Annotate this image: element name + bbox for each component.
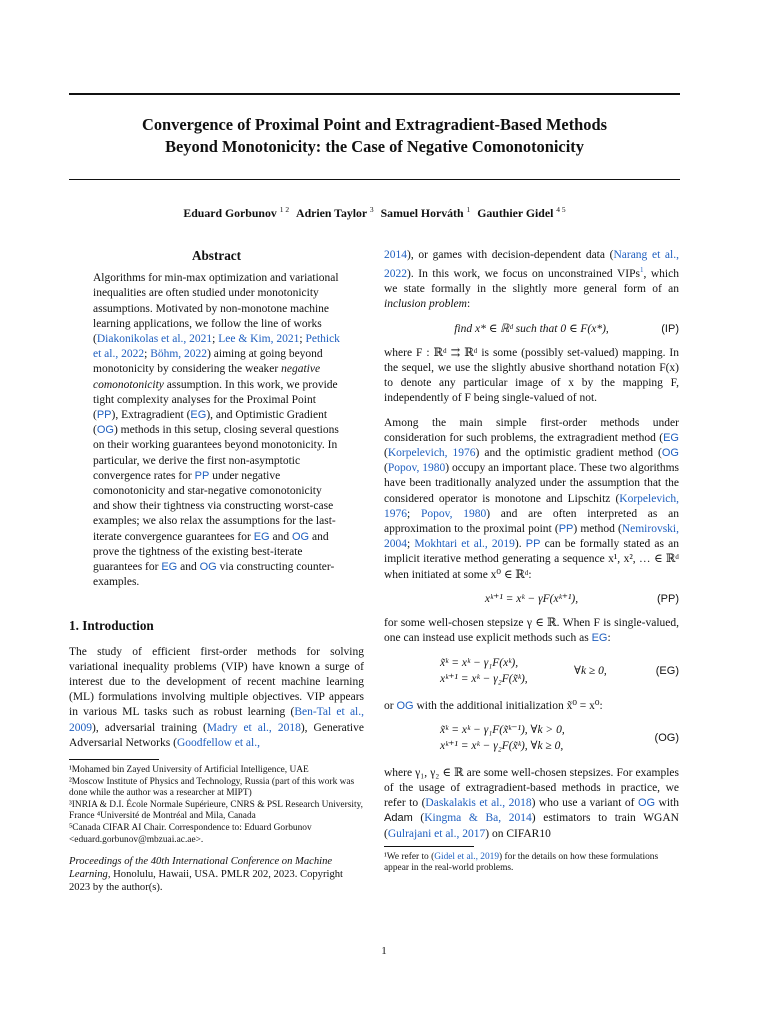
footnote-marker[interactable]: 1	[639, 266, 644, 275]
text: for some well-chosen stepsize γ ∈ ℝ. When F is single-valued, one can instead use explicit methods such as	[384, 617, 679, 645]
paragraph	[384, 699, 679, 714]
paragraph	[384, 766, 679, 842]
citation-link[interactable]: Mokhtari et al., 2019	[414, 538, 515, 551]
section-heading-introduction: 1. Introduction	[69, 618, 154, 634]
text: ), adversarial training (	[92, 721, 207, 734]
author	[477, 206, 565, 220]
author-name: Samuel Horváth	[380, 205, 464, 220]
author	[183, 206, 289, 220]
citation-link[interactable]: Goodfellow et al.,	[176, 736, 260, 749]
equation-eg	[384, 656, 679, 690]
emphasis: inclusion problem	[384, 298, 467, 311]
acronym-link-og[interactable]: OG	[396, 699, 414, 712]
citation-link[interactable]: Lee & Kim, 2021	[218, 333, 300, 346]
right-column	[384, 248, 679, 875]
abstract-text	[93, 271, 340, 590]
equation-body: find x* ∈ ℝᵈ such that 0 ∈ F(x*),	[454, 322, 609, 335]
equation-tag: (OG)	[654, 731, 679, 744]
text: ) aiming at going beyond monotonicity by considering the weaker	[93, 348, 323, 376]
equation-body	[384, 656, 679, 688]
acronym-link-pp[interactable]: PP	[525, 538, 541, 551]
equation-condition: ∀k ≥ 0,	[574, 664, 607, 677]
text: ), or games with decision-dependent data (	[407, 249, 614, 261]
text: ).	[514, 538, 526, 551]
text: ) and the optimistic gradient method (	[475, 447, 662, 460]
author	[381, 206, 471, 220]
acronym-link-og[interactable]: OG	[291, 530, 310, 543]
citation-link[interactable]: Korpelevich, 1976	[387, 447, 476, 460]
text: ;	[212, 333, 219, 346]
proceedings-details: , Honolulu, Hawaii, USA. PMLR 202, 2023. Copyright 2023 by the author(s).	[69, 869, 343, 894]
emphasis: negative comonotonicity	[93, 363, 321, 391]
citation-link[interactable]: Ben-Tal et al., 2009	[69, 706, 364, 734]
citation-link[interactable]: Popov, 1980	[420, 507, 487, 520]
equation-body	[384, 723, 679, 755]
abstract-heading: Abstract	[191, 248, 242, 263]
text: ), and Optimistic Gradient (	[93, 409, 328, 437]
footnote	[384, 852, 679, 875]
text: assumption. In this work, we provide tight complexity analyses for the Proximal Point (	[93, 378, 338, 422]
text: ) on CIFAR10	[485, 827, 551, 840]
optimizer-name: Adam	[384, 812, 413, 825]
equation-tag: (EG)	[655, 664, 679, 677]
acronym-link-og[interactable]: OG	[637, 797, 656, 810]
text: under negative comonotonicity and star-negative comonotonicity and show their tightness via constructing worst-case examples; we also relax the assumptions for the last-iterate convergence guarantees for	[93, 469, 336, 543]
author-name: Eduard Gorbunov	[183, 205, 277, 220]
equation-tag: (IP)	[661, 322, 679, 335]
text: :	[466, 298, 471, 311]
text: :	[607, 632, 611, 645]
footnote-separator	[384, 846, 474, 847]
acronym-link-og[interactable]: OG	[661, 447, 679, 460]
left-column	[69, 244, 364, 894]
paragraph	[384, 416, 679, 583]
paragraph	[384, 248, 679, 313]
acronym-link-eg[interactable]: EG	[591, 632, 608, 645]
text: , which we state formally in the slightly more general form of an	[384, 268, 679, 296]
text: The study of efficient first-order methods for solving variational inequality problems (VIP) have known a surge of interest due to the development of recent machine learning (ML) formulations involving multiple objectives. VIP appears in various ML tasks such as robust learning (	[69, 645, 364, 719]
text: and prove the tightness of the existing best-iterate guarantees for	[93, 530, 329, 574]
title-bottom-rule	[69, 179, 680, 180]
text: or	[384, 699, 397, 712]
acronym-link-eg[interactable]: EG	[161, 561, 178, 574]
page-number: 1	[381, 945, 387, 957]
text: and	[177, 561, 200, 574]
footnote: ¹Mohamed bin Zayed University of Artificial Intelligence, UAE	[69, 765, 309, 776]
text: can be formally stated as an implicit iterative method generating a sequence x¹, x², … ∈ ℝᵈ when initiated at some x⁰ ∈ ℝᵈ:	[384, 538, 679, 581]
text: ) who use a variant of	[531, 797, 638, 810]
text: ;	[299, 333, 306, 346]
text: (	[384, 462, 388, 475]
text: Among the main simple first-order methods under consideration for such problems, the extragradient method (	[384, 416, 679, 444]
text: with the additional initialization x̃⁰ = x⁰:	[413, 699, 603, 712]
text: ) for the details on how these formulations appear in the real-world problems.	[384, 851, 659, 874]
acronym-link-og[interactable]: OG	[199, 561, 217, 574]
footnote: ²Moscow Institute of Physics and Technology, Russia (part of this work was done while the author was a researcher at MIPT)	[69, 776, 355, 799]
acronym-link-pp[interactable]: PP	[558, 523, 574, 536]
proceedings-venue: Proceedings of the 40th International Conference on Machine Learning	[69, 856, 333, 881]
author-affiliation: 3	[369, 205, 374, 214]
text: ), Extragradient (	[111, 409, 191, 422]
paper-title	[69, 114, 680, 158]
text: ) occupy an important place. These two algorithms have been traditionally analyzed under the assumption that the considered operator is monotone and Lipschitz (	[384, 462, 679, 505]
citation-link[interactable]: Korpelevich, 1976	[384, 492, 679, 520]
author-affiliation: 1	[466, 205, 471, 214]
footnote: ³INRIA & D.I. École Normale Supérieure, CNRS & PSL Research University, France ⁴Université de Montréal and Mila, Canada	[69, 799, 363, 822]
equation-line: xᵏ⁺¹ = xᵏ − γ₂F(x̃ᵏ), ∀k ≥ 0,	[440, 739, 564, 752]
acronym-link-eg[interactable]: EG	[190, 409, 207, 422]
paragraph	[384, 616, 679, 646]
acronym-link-pp[interactable]: PP	[96, 409, 112, 422]
text: (	[384, 447, 388, 460]
text: via constructing counter-examples.	[93, 561, 335, 589]
citation-link[interactable]: 2014	[384, 249, 407, 261]
title-line-2: Beyond Monotonicity: the Case of Negative Comonotonicity	[165, 137, 584, 156]
intro-paragraph	[69, 645, 364, 751]
equation-ip	[384, 322, 679, 337]
author-list	[69, 205, 680, 221]
text: Algorithms for min-max optimization and variational inequalities are often studied under monotonicity assumptions. Motivated by non-monotone machine learning applications, we follow the line of works (	[93, 272, 339, 346]
text: ), Generative Adversarial Networks (	[69, 721, 364, 749]
acronym-link-eg[interactable]: EG	[663, 431, 679, 444]
author	[296, 206, 374, 220]
proceedings-note	[69, 855, 364, 894]
affiliation-footnotes	[69, 765, 364, 846]
citation-link[interactable]: Nemirovski, 2004	[384, 523, 679, 551]
title-line-1: Convergence of Proximal Point and Extragradient-Based Methods	[142, 115, 607, 134]
citation-link[interactable]: Böhm, 2022	[150, 348, 208, 361]
citation-link[interactable]: Narang et al., 2022	[384, 249, 679, 281]
equation-tag: (PP)	[657, 592, 679, 605]
acronym-link-pp[interactable]: PP	[194, 469, 210, 482]
text: (	[412, 812, 425, 825]
paragraph: where F : ℝᵈ ⇉ ℝᵈ is some (possibly set-valued) mapping. In the sequel, we use the slightly abusive shorthand notation F(x) to denote any particular image of x by the mapping F, independently of F being single-valued of not.	[384, 346, 679, 405]
text: ;	[144, 348, 151, 361]
author-name: Gauthier Gidel	[477, 205, 554, 220]
text: ¹We refer to (	[384, 851, 435, 862]
equation-body: xᵏ⁺¹ = xᵏ − γF(xᵏ⁺¹),	[484, 592, 579, 605]
footnote-separator	[69, 759, 159, 760]
text: ) method (	[573, 523, 622, 536]
title-top-rule	[69, 93, 680, 95]
text: where γ₁, γ₂ ∈ ℝ are some well-chosen stepsizes. For examples of the usage of extragradient-based methods in practice, we refer to (	[384, 766, 679, 810]
text: ;	[407, 538, 415, 551]
footnote: ⁵Canada CIFAR AI Chair. Correspondence to: Eduard Gorbunov <eduard.gorbunov@mbzuai.ac.ae>.	[69, 823, 312, 845]
citation-link[interactable]: Daskalakis et al., 2018	[425, 797, 532, 810]
equation-pp	[384, 592, 679, 607]
citation-link[interactable]: Gidel et al., 2019	[434, 851, 500, 862]
text: with	[655, 797, 680, 810]
citation-link[interactable]: Popov, 1980	[387, 462, 446, 475]
text: ;	[407, 507, 421, 520]
author-affiliation: 1 2	[279, 205, 290, 214]
text: ) and are often interpreted as an approximation to the proximal point (	[384, 507, 679, 536]
citation-link[interactable]: Gulrajani et al., 2017	[387, 827, 486, 840]
text: and	[269, 530, 292, 543]
acronym-link-og[interactable]: OG	[96, 424, 114, 437]
equation-og	[384, 723, 679, 757]
author-affiliation: 4 5	[556, 205, 566, 214]
citation-link[interactable]: Madry et al., 2018	[206, 721, 301, 734]
citation-link[interactable]: Kingma & Ba, 2014	[424, 812, 532, 825]
acronym-link-eg[interactable]: EG	[253, 530, 270, 543]
author-name: Adrien Taylor	[296, 205, 367, 220]
equation-line: x̃ᵏ = xᵏ − γ₁F(x̃ᵏ⁻¹), ∀k > 0,	[440, 723, 565, 736]
citation-link[interactable]: Diakonikolas et al., 2021	[96, 333, 213, 346]
citation-link[interactable]: Pethick et al., 2022	[93, 333, 340, 361]
text: ) methods in this setup, closing several questions on their working guarantees beyond monotonicity. In particular, we derive the first non-asymptotic convergence rates for	[93, 424, 339, 482]
equation-line: xᵏ⁺¹ = xᵏ − γ₂F(x̃ᵏ),	[440, 672, 528, 685]
text: ) estimators to train WGAN (	[384, 812, 679, 840]
text: ). In this work, we focus on unconstrained VIPs	[407, 268, 640, 281]
equation-line: x̃ᵏ = xᵏ − γ₁F(xᵏ),	[440, 656, 519, 669]
